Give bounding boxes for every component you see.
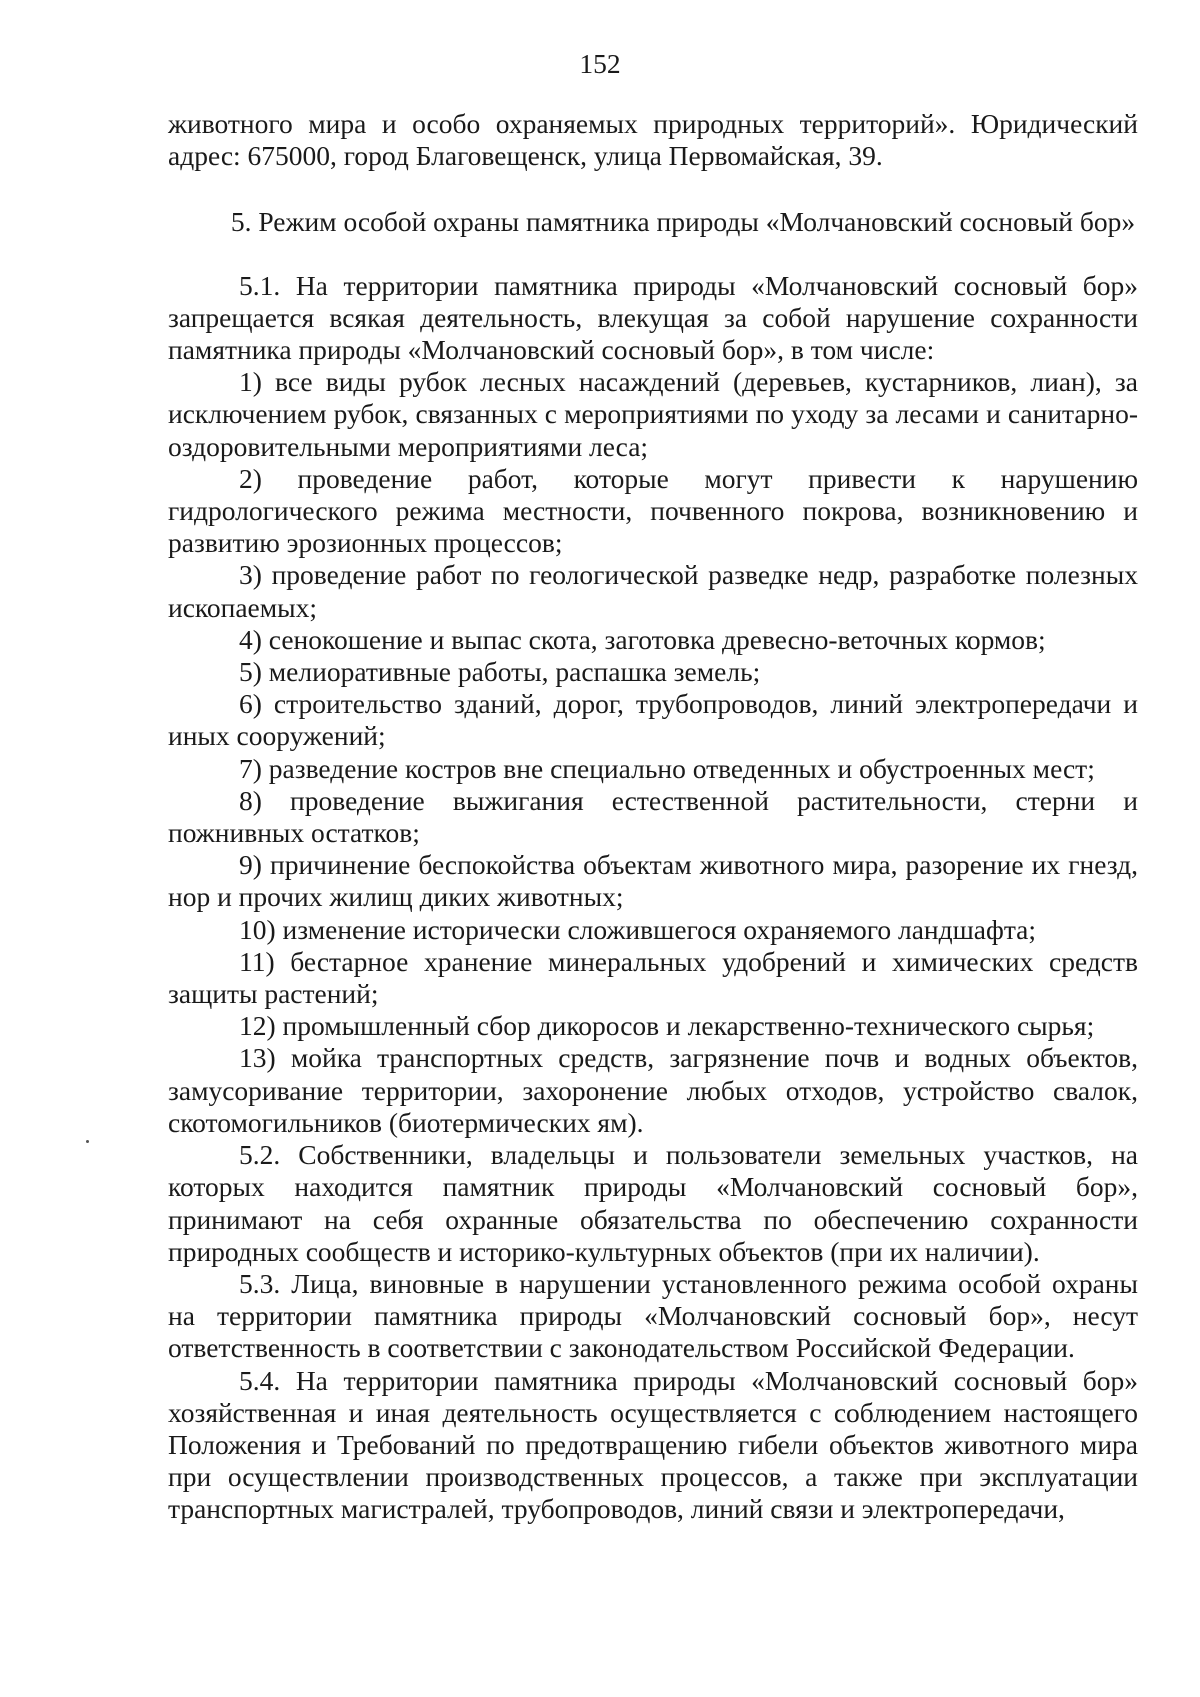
list-item-10: 10) изменение исторически сложившегося охраняемого ландшафта;	[239, 913, 1037, 945]
list-item-6: 6) строительство зданий, дорог, трубопроводов, линий электропередачи и иных сооружений;	[168, 688, 1138, 752]
list-item-7: 7) разведение костров вне специально отведенных и обустроенных мест;	[239, 752, 1095, 784]
list-item-13: 13) мойка транспортных средств, загрязнение почв и водных объектов, замусоривание территории, захоронение любых отходов, устройство свалок, скотомогильников (биотермических ям).	[168, 1042, 1138, 1138]
list-item-11: 11) бестарное хранение минеральных удобрений и химических средств защиты растений;	[168, 945, 1138, 1010]
paragraph-5-4: 5.4. На территории памятника природы «Молчановский сосновый бор» хозяйственная и иная деятельность осуществляется с соблюдением настоящего Положения и Требований по предотвращению гибели объектов животного мира при осуществлении производственных процессов, а также при эксплуатации транспортных магистралей, трубопроводов, линий связи и электропередачи,	[168, 1364, 1138, 1525]
list-item-8: 8) проведение выжигания естественной растительности, стерни и пожнивных остатков;	[168, 784, 1138, 849]
list-item-12: 12) промышленный сбор дикоросов и лекарственно-технического сырья;	[239, 1010, 1095, 1042]
scan-speck	[86, 1140, 89, 1143]
list-item-4: 4) сенокошение и выпас скота, заготовка древесно-веточных кормов;	[239, 623, 1046, 655]
list-item-3: 3) проведение работ по геологической разведке недр, разработке полезных ископаемых;	[168, 559, 1138, 623]
section-heading: 5. Режим особой охраны памятника природы «Молчановский сосновый бор»	[230, 206, 1136, 238]
list-item-2: 2) проведение работ, которые могут привести к нарушению гидрологического режима местности, почвенного покрова, возникновению и развитию эрозионных процессов;	[168, 462, 1138, 559]
intro-paragraph: животного мира и особо охраняемых природных территорий». Юридический адрес: 675000, город Благовещенск, улица Первомайская, 39.	[168, 108, 1138, 172]
document-body	[168, 108, 1138, 1526]
page-number: 152	[579, 48, 621, 79]
paragraph-5-1: 5.1. На территории памятника природы «Молчановский сосновый бор» запрещается всякая деятельность, влекущая за собой нарушение сохранности памятника природы «Молчановский сосновый бор», в том числе:	[168, 269, 1138, 366]
paragraph-5-2: 5.2. Собственники, владельцы и пользователи земельных участков, на которых находится памятник природы «Молчановский сосновый бор», принимают на себя охранные обязательства по обеспечению сохранности природных сообществ и историко-культурных объектов (при их наличии).	[168, 1139, 1138, 1267]
paragraph-5-3: 5.3. Лица, виновные в нарушении установленного режима особой охраны на территории памятника природы «Молчановский сосновый бор», несут ответственность в соответствии с законодательством Российской Федерации.	[168, 1267, 1138, 1364]
list-item-1: 1) все виды рубок лесных насаждений (деревьев, кустарников, лиан), за исключением рубок, связанных с мероприятиями по уходу за лесами и санитарно-оздоровительными мероприятиями леса;	[168, 366, 1138, 462]
list-item-5: 5) мелиоративные работы, распашка земель;	[239, 656, 761, 688]
list-item-9: 9) причинение беспокойства объектам животного мира, разорение их гнезд, нор и прочих жилищ диких животных;	[168, 849, 1138, 913]
